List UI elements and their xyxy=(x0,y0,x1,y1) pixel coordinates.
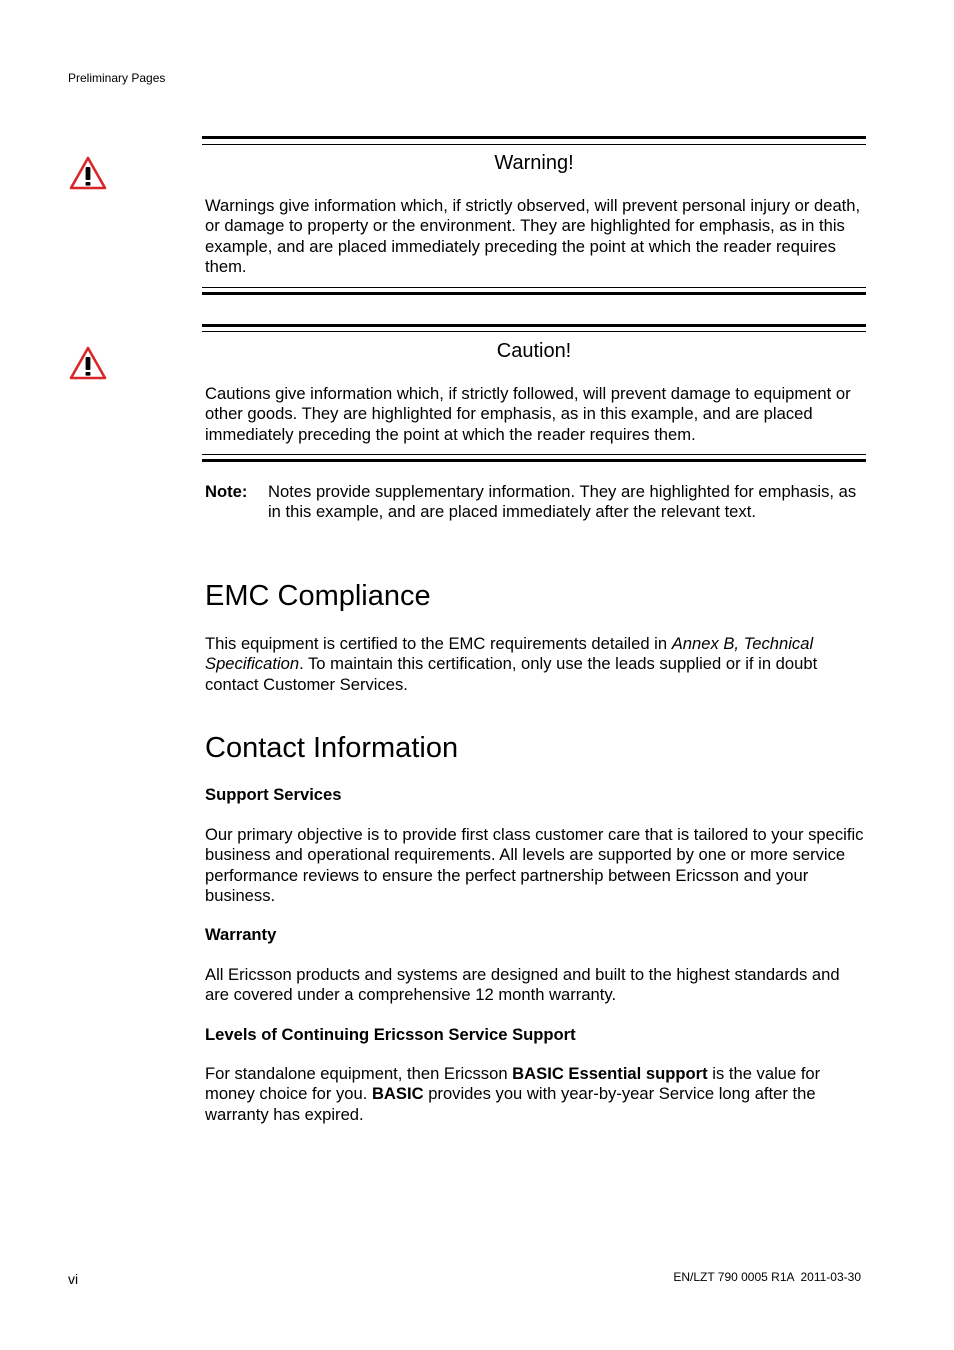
support-heading: Support Services xyxy=(205,785,342,804)
levels-bold-2: BASIC xyxy=(371,1084,424,1104)
levels-bold-1: BASIC Essential support xyxy=(512,1064,708,1083)
warning-bottom-rule-thin xyxy=(202,287,866,288)
levels-text-1: For standalone equipment, then Ericsson xyxy=(205,1064,513,1083)
levels-text-3: provides you with year-by-year Service long after the warranty has expired. xyxy=(205,1084,816,1124)
warranty-text: All Ericsson products and systems are designed and built to the highest standards and are covered under a comprehensive 12 month warranty. xyxy=(205,965,840,1005)
footer-doc-info xyxy=(673,1270,861,1284)
warranty-heading: Warranty xyxy=(205,925,277,944)
warning-top-rule-thin xyxy=(202,144,866,145)
doc-number: EN/LZT 790 0005 R1A xyxy=(673,1270,795,1284)
contact-heading: Contact Information xyxy=(205,732,459,764)
caution-title: Caution! xyxy=(496,340,572,362)
emc-paragraph xyxy=(205,634,865,695)
warning-triangle-icon xyxy=(68,155,108,191)
levels-paragraph xyxy=(205,1064,865,1125)
doc-date: 2011-03-30 xyxy=(800,1270,861,1284)
levels-heading: Levels of Continuing Ericsson Service Support xyxy=(205,1025,576,1044)
note-text: Notes provide supplementary information. They are highlighted for emphasis, as in this example, and are placed immediately after the relevant text. xyxy=(268,482,857,522)
levels-text-2: is the value for money choice for you. xyxy=(205,1064,821,1104)
support-text: Our primary objective is to provide first class customer care that is tailored to your specific business and operational requirements. All levels are supported by one or more service performance reviews to ensure the perfect partnership between Ericsson and your business. xyxy=(205,825,864,906)
emc-heading: EMC Compliance xyxy=(205,580,431,612)
emc-text-after: . To maintain this certification, only use the leads supplied or if in doubt contact Customer Services. xyxy=(205,654,818,694)
caution-bottom-rule-thin xyxy=(202,454,866,455)
warning-title: Warning! xyxy=(494,152,574,174)
caution-text: Cautions give information which, if strictly followed, will prevent damage to equipment or other goods. They are highlighted for emphasis, as in this example, and are placed immediately preceding the point at which the reader requires them. xyxy=(205,384,851,444)
emc-text-before: This equipment is certified to the EMC requirements detailed in xyxy=(205,634,672,653)
caution-triangle-icon xyxy=(68,345,108,381)
emc-reference: Annex B, Technical Specification xyxy=(205,634,814,674)
warning-text: Warnings give information which, if strictly observed, will prevent personal injury or death, or damage to property or the environment. They are highlighted for emphasis, as in this example, and are placed immediately preceding the point at which the reader requires them. xyxy=(205,196,861,277)
caution-top-rule xyxy=(202,324,866,327)
warning-top-rule xyxy=(202,136,866,139)
warning-bottom-rule xyxy=(202,292,866,295)
caution-top-rule-thin xyxy=(202,331,866,332)
running-header: Preliminary Pages xyxy=(68,71,166,85)
caution-bottom-rule xyxy=(202,459,866,462)
page-number: vi xyxy=(68,1271,79,1287)
note-label: Note: xyxy=(205,482,248,501)
